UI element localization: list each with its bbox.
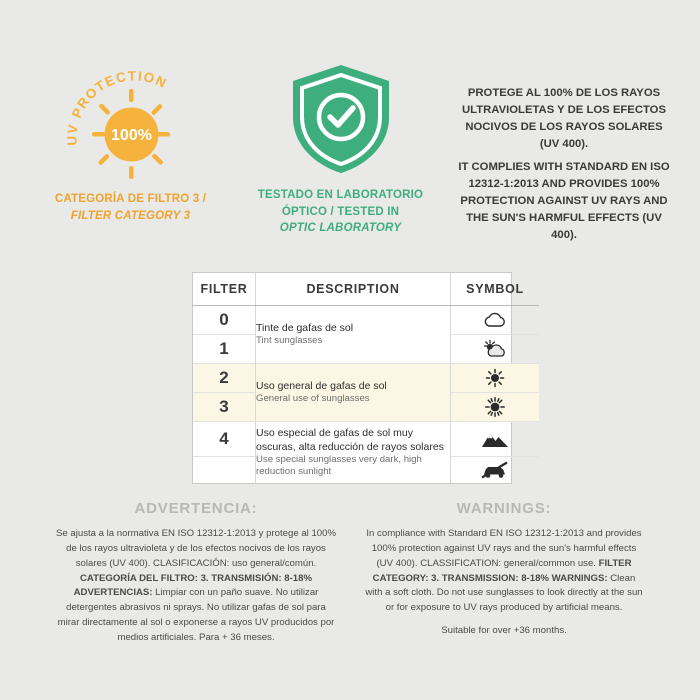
warnings-es-p3: Limpiar con un paño suave. No utilizar detergentes abrasivos ni sprays. No utilizar gafas de sol para mirar directamente al sol o exponerse a rayos UV producidos por medios artificiales. Para + 36 meses. xyxy=(57,587,335,644)
warnings-es-p1: Se ajusta a la normativa EN ISO 12312-1:2013 y protege al 100% de los rayos ultravioleta y de los efectos nocivos de los rayos solares (UV 400). CLASIFICACIÓN: uso general/común. xyxy=(56,528,336,569)
warnings-es xyxy=(42,500,350,646)
uv-protection-block xyxy=(28,55,233,224)
shield-badge xyxy=(285,59,397,179)
sun-icon xyxy=(56,63,206,181)
warnings-es-p2: CATEGORÍA DEL FILTRO: 3. TRANSMISIÓN: 8-18% xyxy=(79,572,313,584)
top-section xyxy=(0,0,700,243)
header-symbol: SYMBOL xyxy=(451,273,540,306)
filter-description-es: Uso general de gafas de sol xyxy=(256,379,387,392)
warnings-en-p3-label: WARNINGS: xyxy=(551,572,608,584)
intro-es: PROTEGE AL 100% DE LOS RAYOS ULTRAVIOLETAS Y DE LOS EFECTOS NOCIVOS DE LOS RAYOS SOLARES (UV 400). xyxy=(462,87,666,150)
table-row xyxy=(193,306,539,335)
warnings-en-p1: In compliance with Standard EN ISO 12312-1:2013 and provides 100% protection against UV rays and the sun's harmful effects (UV 400). CLASSIFICATION: general/common use. xyxy=(366,528,642,569)
symbol-cell xyxy=(451,335,540,364)
warnings-es-body xyxy=(56,527,336,646)
uv-percent-label: 100% xyxy=(110,127,152,144)
mountains-icon xyxy=(480,428,510,450)
filter-number: 1 xyxy=(193,335,256,364)
warnings-en-p4: Suitable for over +36 months. xyxy=(441,625,567,637)
table-header-row xyxy=(193,273,539,306)
header-filter: FILTER xyxy=(193,273,256,306)
warnings-en-body xyxy=(364,527,644,639)
lab-tested-block xyxy=(233,55,448,237)
symbol-cell xyxy=(451,457,540,484)
lab-caption-es-1: TESTADO EN LABORATORIO xyxy=(257,189,424,201)
table-row xyxy=(193,364,539,393)
warnings-es-title: ADVERTENCIA: xyxy=(134,500,258,517)
symbol-cell xyxy=(451,364,540,393)
sun-bright-icon xyxy=(483,397,507,417)
uv-caption-en: FILTER CATEGORY 3 xyxy=(70,209,191,222)
warnings-section xyxy=(0,500,700,646)
lab-caption-es-2: ÓPTICO / TESTED IN xyxy=(281,205,400,218)
sun-behind-cloud-icon xyxy=(482,339,508,359)
warnings-en-title: WARNINGS: xyxy=(456,500,552,517)
shield-check-icon xyxy=(285,59,397,179)
symbol-cell xyxy=(451,422,540,457)
sun-badge xyxy=(56,63,206,181)
cloud-icon xyxy=(482,310,508,330)
uv-caption-es: CATEGORÍA DE FILTRO 3 / xyxy=(54,193,207,205)
no-driving-icon xyxy=(479,460,511,480)
filter-number: 0 xyxy=(193,306,256,335)
lab-caption xyxy=(233,187,448,237)
filter-description-en: Use special sunglasses very dark, high reduction sunlight xyxy=(256,453,422,477)
filter-category-table xyxy=(192,272,524,484)
warnings-en xyxy=(350,500,658,646)
filter-number: 2 xyxy=(193,364,256,393)
symbol-cell xyxy=(451,306,540,335)
intro-en: IT COMPLIES WITH STANDARD EN ISO 12312-1:2013 AND PROVIDES 100% PROTECTION AGAINST UV RAYS AND THE SUN'S HARMFUL EFFECTS (UV 400). xyxy=(458,160,670,241)
symbol-cell xyxy=(451,393,540,422)
filter-description xyxy=(256,306,451,364)
filter-number: 3 xyxy=(193,393,256,422)
filter-number: 4 xyxy=(193,422,256,457)
warnings-en-p3: Clean with a soft cloth. Do not use sunglasses to look directly at the sun or for exposure to UV rays produced by artificial means. xyxy=(365,572,643,614)
header-description: DESCRIPTION xyxy=(256,273,451,306)
intro-text-block xyxy=(448,55,672,243)
uv-arc-label: UV PROTECTION xyxy=(63,68,170,146)
filter-description-es: Tinte de gafas de sol xyxy=(256,321,354,334)
filter-number-empty xyxy=(193,457,256,484)
filter-description-en: Tint sunglasses xyxy=(256,335,323,347)
filter-description xyxy=(256,422,451,484)
uv-caption xyxy=(28,191,233,224)
sun-rays-icon xyxy=(483,368,507,388)
warnings-es-p3-label: ADVERTENCIAS: xyxy=(73,587,153,599)
filter-description-es: Uso especial de gafas de sol muy oscuras, alta reducción de rayos solares xyxy=(256,427,444,453)
table-row xyxy=(193,422,539,457)
lab-caption-en: OPTIC LABORATORY xyxy=(279,222,402,235)
filter-description-en: General use of sunglasses xyxy=(256,393,370,405)
warnings-en-p2: FILTER CATEGORY: 3. TRANSMISSION: 8-18% xyxy=(372,557,632,584)
filter-description xyxy=(256,364,451,422)
